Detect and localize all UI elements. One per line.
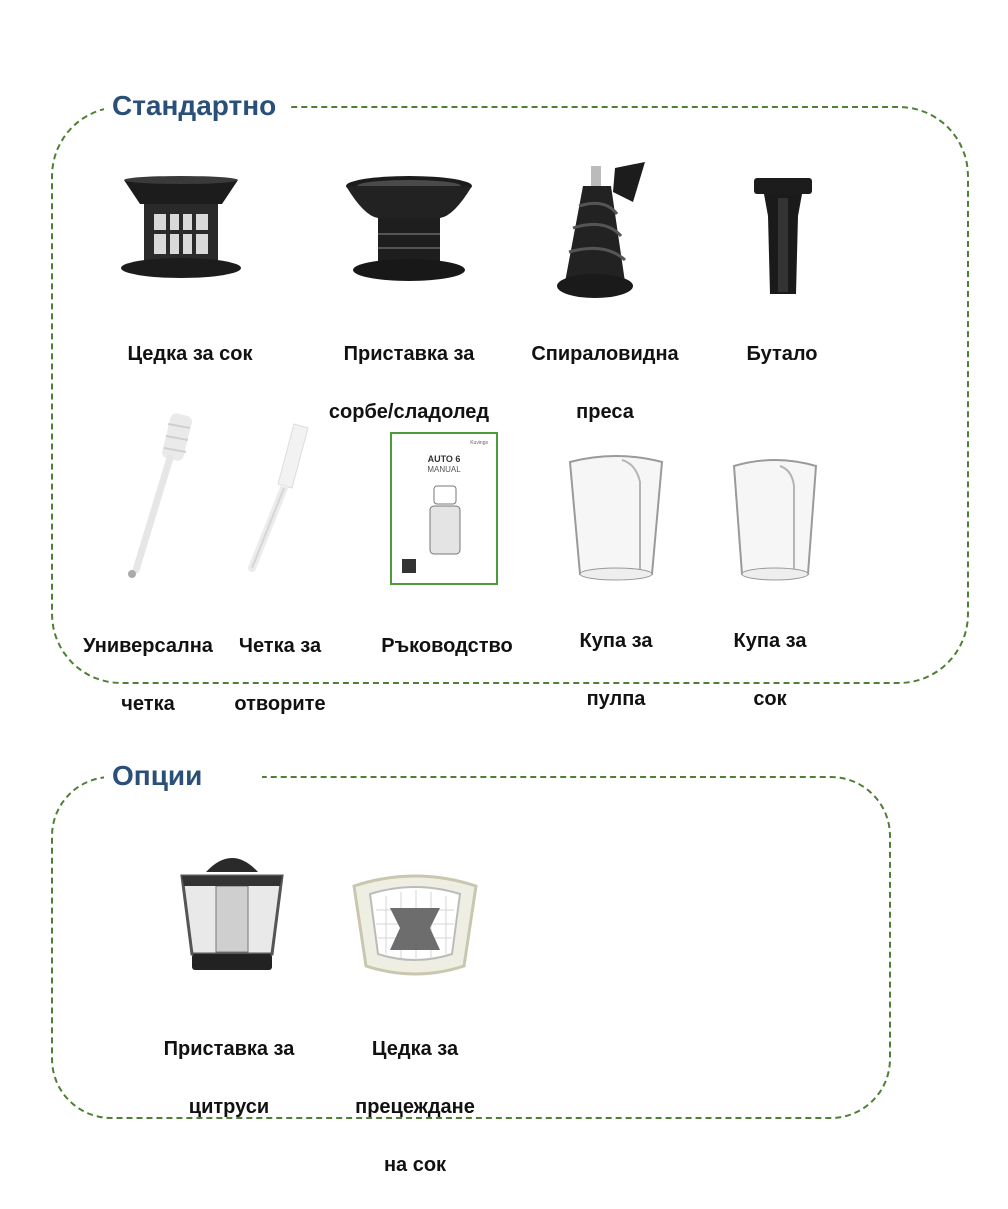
strainer-label: Цедка за сок [127,343,253,365]
pulp-cup-label: Купа за пулпа [579,630,653,710]
spiral-auger-label: Спираловидна преса [531,343,679,423]
qr-code-icon [402,559,416,573]
pusher-icon [752,176,814,300]
hole-brush-icon [234,418,316,576]
strainer-icon [118,174,244,286]
sorbet-attachment-label: Приставка за сорбе/сладолед [328,343,490,423]
universal-brush-label: Универсална четка [83,635,213,715]
juice-cup-icon [730,456,820,584]
juice-cup-label: Купа за сок [733,630,807,710]
manual-brand: Kuvings [470,440,488,446]
spiral-auger-icon [555,162,649,302]
standard-title: Стандартно [104,89,288,123]
manual-label: Ръководство [381,635,513,657]
manual-icon [390,432,498,585]
pusher-label: Бутало [746,343,818,365]
pulp-cup-icon [566,452,666,584]
universal-brush-icon [118,410,198,582]
juice-sieve-icon [346,866,484,980]
juice-sieve-label: Цедка за прецеждане на сок [355,1038,475,1176]
hole-brush-label: Четка за отворите [234,635,326,715]
options-title: Опции [104,759,262,793]
juicer-illustration-icon [424,484,466,558]
citrus-attachment-label: Приставка за цитруси [163,1038,295,1118]
manual-model: AUTO 6 [427,454,461,464]
sorbet-attachment-icon [344,174,474,286]
manual-subtitle: MANUAL [427,465,461,474]
citrus-attachment-icon [176,842,288,976]
